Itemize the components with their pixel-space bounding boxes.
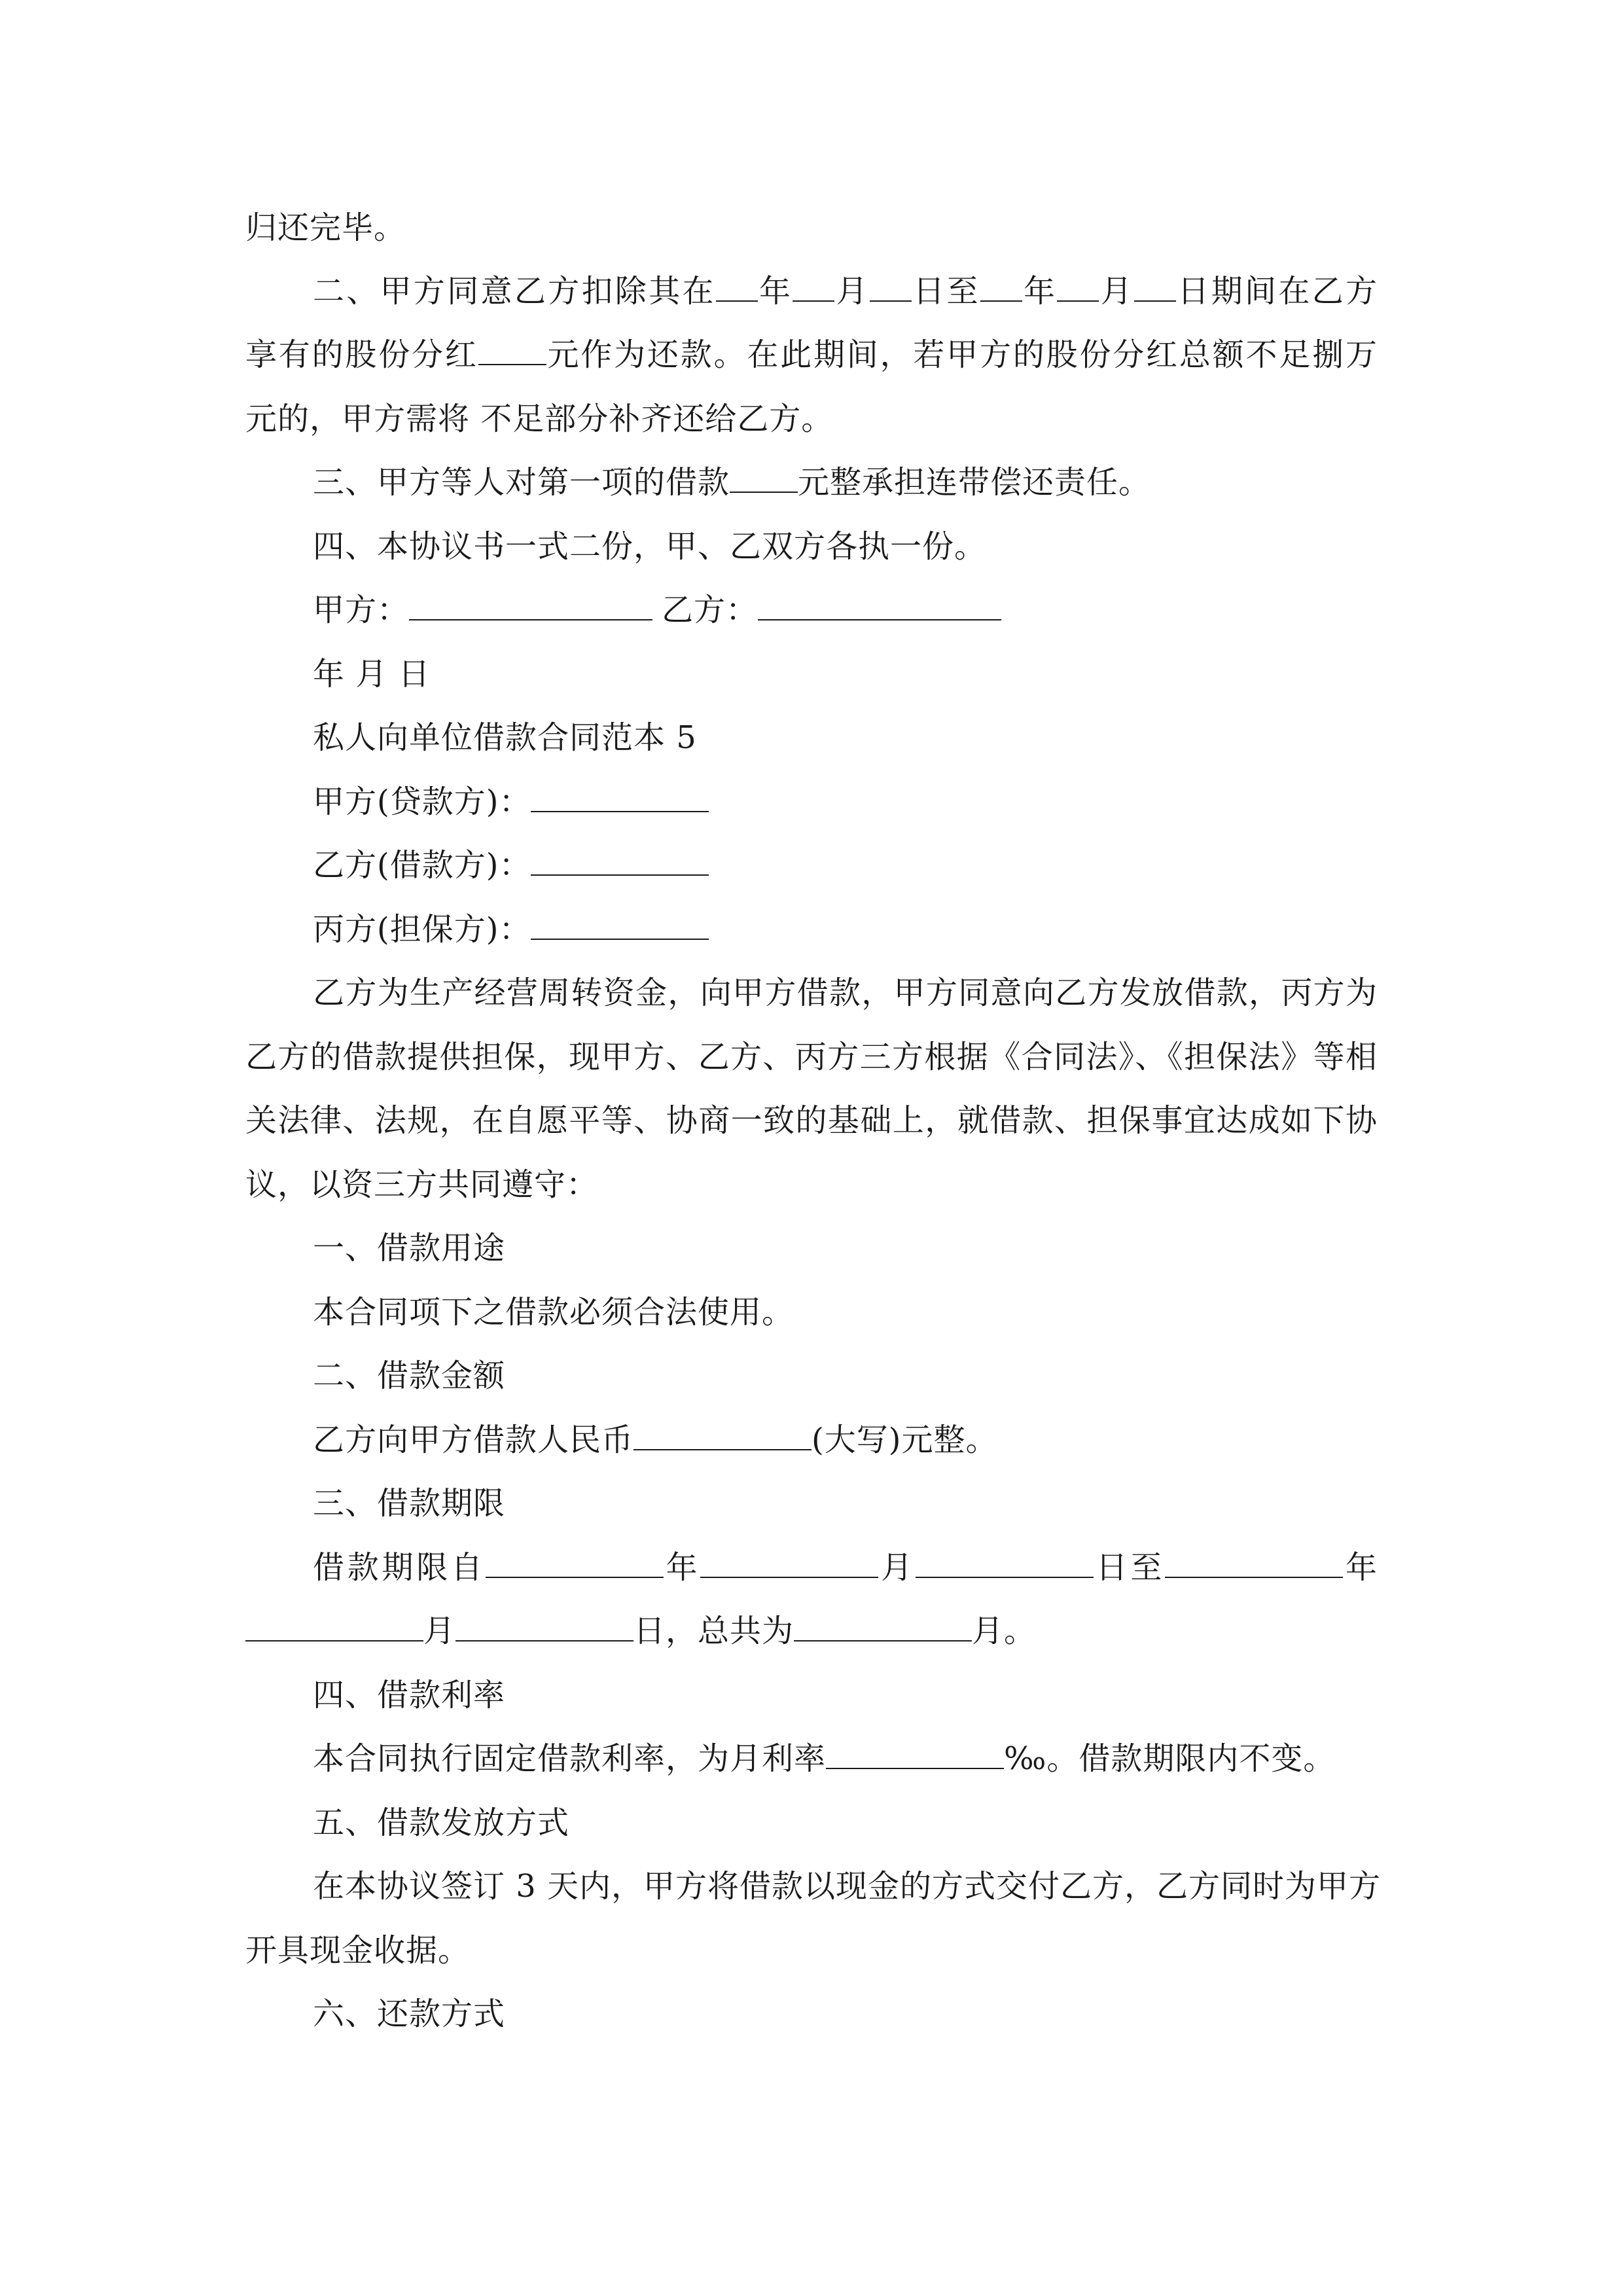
text-line: 归还完毕。 (245, 209, 406, 246)
text-line: 三、甲方等人对第一项的借款 元整承担连带偿还责任。 (313, 464, 1151, 501)
text-line: 享有的股份分红 元作为还款。在此期间，若甲方的股份分红总额不足捌万 (245, 336, 1378, 373)
party-lender: 甲方(贷款方)： (313, 782, 1378, 821)
clause-heading: 五、借款发放方式 (313, 1804, 570, 1841)
signature-line: 甲方： 乙方： (313, 590, 1378, 630)
party-borrower: 乙方(借款方)： (313, 846, 1378, 885)
text-line: 在本协议签订 3 天内，甲方将借款以现金的方式交付乙方，乙方同时为甲方 (313, 1868, 1382, 1905)
date-line: 年 月 日 (313, 656, 431, 692)
clause-heading: 一、借款用途 (313, 1230, 506, 1266)
text-line: 乙方为生产经营周转资金，向甲方借款，甲方同意向乙方发放借款，丙方为 (313, 975, 1378, 1011)
clause-heading: 三、借款期限 (313, 1485, 506, 1522)
clause-heading: 二、借款金额 (313, 1357, 506, 1394)
text-line: 本合同执行固定借款利率，为月利率 ‰。借款期限内不变。 (313, 1740, 1336, 1777)
text-line: 月 日，总共为 月。 (245, 1611, 1378, 1651)
section-title: 私人向单位借款合同范本 5 (313, 719, 697, 756)
clause-heading: 四、借款利率 (313, 1677, 506, 1713)
text-line: 议，以资三方共同遵守： (245, 1166, 599, 1203)
party-guarantor: 丙方(担保方)： (313, 910, 1378, 949)
text-line: 四、本协议书一式二份，甲、乙双方各执一份。 (313, 528, 987, 565)
text-line: 关法律、法规，在自愿平等、协商一致的基础上，就借款、担保事宜达成如下协 (245, 1102, 1378, 1139)
text-line: 本合同项下之借款必须合法使用。 (313, 1294, 794, 1331)
text-line: 元的，甲方需将 不足部分补齐还给乙方。 (245, 401, 834, 437)
text-line: 借款期限自 年 月 日至 年 (313, 1549, 1378, 1586)
text-line: 乙方向甲方借款人民币 (大写)元整。 (313, 1422, 998, 1458)
clause-heading: 六、还款方式 (313, 1996, 506, 2032)
text-line: 乙方的借款提供担保，现甲方、乙方、丙方三方根据《合同法》、《担保法》等相 (245, 1039, 1378, 1075)
text-line: 开具现金收据。 (245, 1932, 471, 1969)
text-line: 二、甲方同意乙方扣除其在 年 月 日至 年 月 日期间在乙方 (313, 273, 1378, 310)
